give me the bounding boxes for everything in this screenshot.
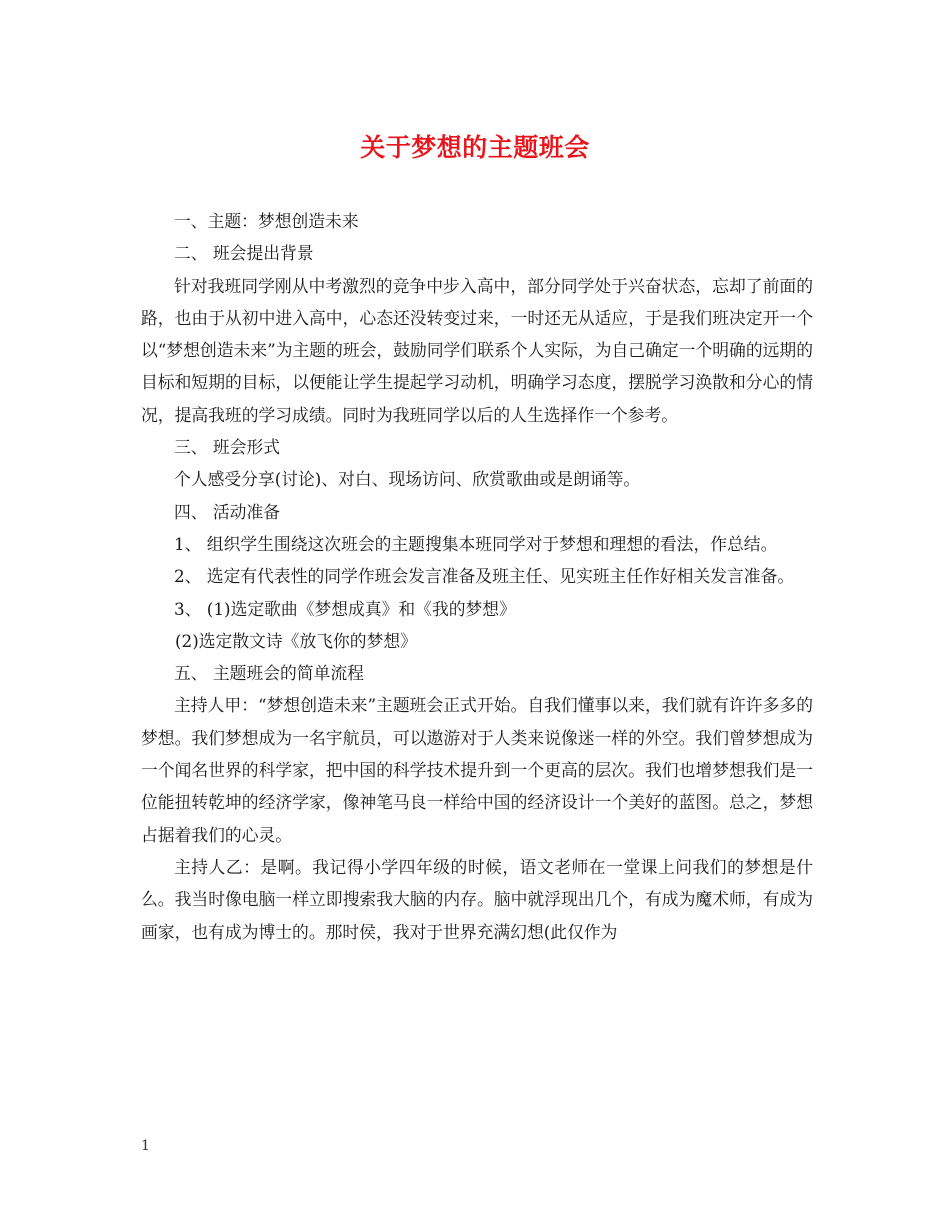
- preparation-item-1: 1、 组织学生围绕这次班会的主题搜集本班同学对于梦想和理想的看法，作总结。: [174, 533, 778, 554]
- section-heading-preparation: 四、 活动准备: [174, 501, 281, 522]
- preparation-item-2: 2、 选定有代表性的同学作班会发言准备及班主任、见实班主任作好相关发言准备。: [174, 566, 795, 587]
- preparation-item-3: 3、 (1)选定歌曲《梦想成真》和《我的梦想》: [174, 598, 516, 619]
- section-heading-process: 五、 主题班会的简单流程: [174, 663, 364, 684]
- host-a-paragraph: 主持人甲：“梦想创造未来”主题班会正式开始。自我们懂事以来，我们就有许许多多的梦想。我们梦想成为一名宇航员，可以遨游对于人类来说像迷一样的外空。我们曾梦想成为一个闻名世界的科学家，把中国的科学技术提升到一个更高的层次。我们也增梦想我们是一位能扭转乾坤的经济学家，像神笔马良一样给中国的经济设计一个美好的蓝图。总之，梦想占据着我们的心灵。: [141, 695, 813, 845]
- document-title: 关于梦想的主题班会: [360, 133, 590, 162]
- section-heading-topic: 一、主题：梦想创造未来: [174, 211, 359, 231]
- section-heading-background: 二、 班会提出背景: [174, 243, 314, 264]
- page-number: 1: [141, 1138, 150, 1154]
- section-heading-format: 三、 班会形式: [174, 437, 281, 458]
- preparation-item-3-sub: (2)选定散文诗《放飞你的梦想》: [175, 630, 417, 651]
- format-paragraph: 个人感受分享(讨论)、对白、现场访问、欣赏歌曲或是朗诵等。: [174, 469, 641, 490]
- document-body: [141, 205, 813, 948]
- host-b-paragraph: 主持人乙：是啊。我记得小学四年级的时候，语文老师在一堂课上问我们的梦想是什么。我当时像电脑一样立即搜索我大脑的内存。脑中就浮现出几个，有成为魔术师，有成为画家，也有成为博士的。那时侯，我对于世界充满幻想(此仅作为: [141, 856, 813, 942]
- background-paragraph: 针对我班同学刚从中考激烈的竞争中步入高中，部分同学处于兴奋状态，忘却了前面的路，也由于从初中进入高中，心态还没转变过来，一时还无从适应，于是我们班决定开一个以“梦想创造未来”为主题的班会，鼓励同学们联系个人实际，为自己确定一个明确的远期的目标和短期的目标，以便能让学生提起学习动机，明确学习态度，摆脱学习涣散和分心的情况，提高我班的学习成绩。同时为我班同学以后的人生选择作一个参考。: [141, 275, 813, 425]
